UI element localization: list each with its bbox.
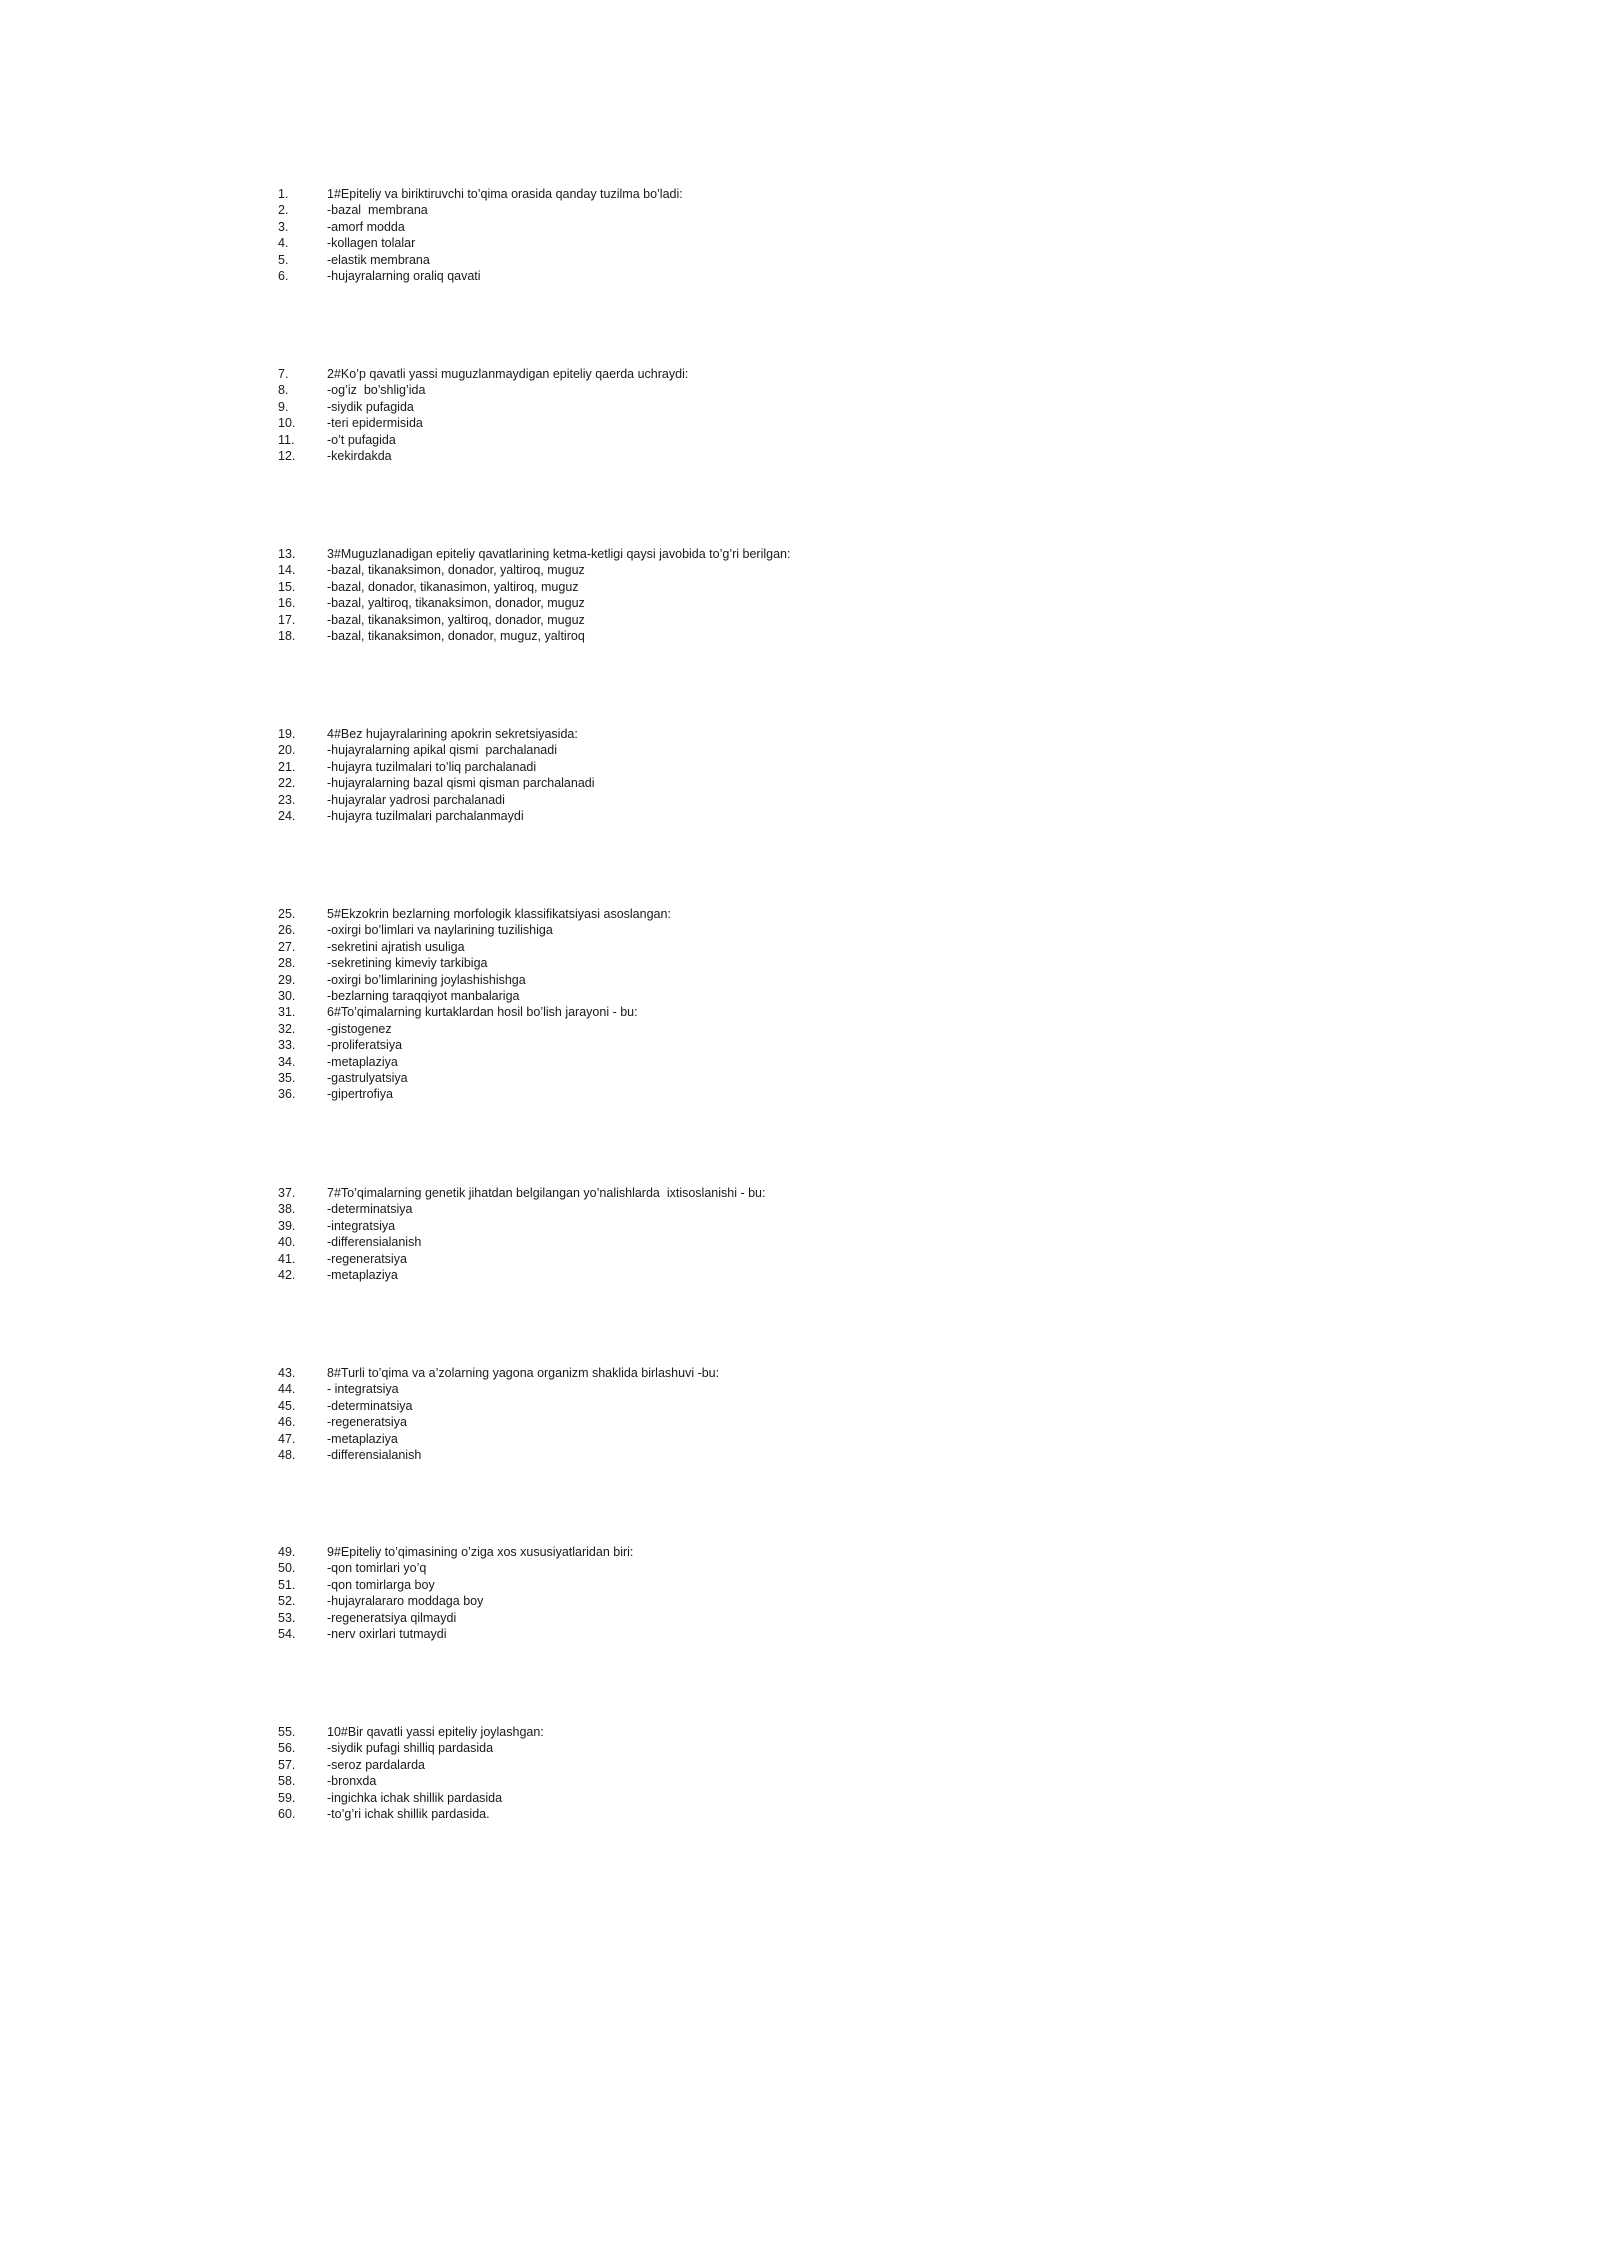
answer-option-text: -hujayralarning oraliq qavati (327, 268, 481, 283)
list-number: 20. (278, 743, 296, 758)
list-number: 55. (278, 1725, 296, 1739)
answer-option-text: -seroz pardalarda (327, 1757, 425, 1772)
answer-option-line (278, 628, 1378, 644)
list-number: 52. (278, 1594, 296, 1609)
list-number: 22. (278, 776, 296, 791)
answer-option-text: -ingichka ichak shillik pardasida (327, 1790, 503, 1805)
answer-option-line (278, 252, 1378, 268)
answer-option-line (278, 1806, 1378, 1822)
answer-option-text: -qon tomirlari yo’q (327, 1561, 427, 1576)
list-number: 5. (278, 252, 289, 267)
answer-option-line (278, 268, 1378, 284)
answer-option-text: -metaplaziya (327, 1054, 398, 1069)
question-line (278, 1544, 1378, 1560)
answer-option-line (278, 922, 1378, 938)
question-line (278, 1724, 1378, 1740)
answer-option-line (278, 1740, 1378, 1756)
answer-option-text: -og’iz bo’shlig’ida (327, 383, 426, 398)
answer-option-line (278, 1577, 1378, 1593)
answer-option-text: -differensialanish (327, 1235, 422, 1250)
answer-option-text: -oxirgi bo’limlarining joylashishishga (327, 972, 526, 987)
list-number: 18. (278, 628, 296, 643)
answer-option-line (278, 1201, 1378, 1217)
list-number: 30. (278, 988, 296, 1003)
answer-option-text: -bronxda (327, 1774, 377, 1789)
answer-option-line (278, 808, 1378, 824)
answer-option-line (278, 579, 1378, 595)
question-block-10 (278, 1724, 1378, 1822)
answer-option-line (278, 1790, 1378, 1806)
answer-option-line (278, 202, 1378, 218)
question-block-5 (278, 906, 1378, 1103)
list-number: 17. (278, 612, 296, 627)
answer-option-line (278, 759, 1378, 775)
answer-option-text: -proliferatsiya (327, 1038, 403, 1053)
answer-option-line (278, 775, 1378, 791)
list-number: 12. (278, 448, 296, 463)
answer-option-text: -regeneratsiya (327, 1415, 407, 1430)
question-block-2 (278, 366, 1378, 464)
list-number: 46. (278, 1415, 296, 1430)
answer-option-text: -sekretini ajratish usuliga (327, 939, 465, 954)
question-text: 6#To’qimalarning kurtaklardan hosil bo’lish jarayoni - bu: (327, 1005, 638, 1020)
answer-option-text: -gipertrofiya (327, 1087, 393, 1102)
answer-option-text: -bezlarning taraqqiyot manbalariga (327, 988, 520, 1003)
list-number: 49. (278, 1545, 296, 1559)
list-number: 44. (278, 1382, 296, 1397)
answer-option-line (278, 939, 1378, 955)
question-text: 3#Muguzlanadigan epiteliy qavatlarining ketma-ketligi qaysi javobida to’g’ri berilgan: (327, 547, 791, 561)
answer-option-text: -regeneratsiya qilmaydi (327, 1610, 457, 1625)
list-number: 15. (278, 579, 296, 594)
answer-option-text: -differensialanish (327, 1447, 422, 1462)
answer-option-line (278, 955, 1378, 971)
answer-option-line (278, 595, 1378, 611)
list-number: 1. (278, 187, 289, 201)
answer-option-text: -gastrulyatsiya (327, 1070, 408, 1085)
question-line (278, 546, 1378, 562)
answer-option-text: -bazal, tikanaksimon, donador, muguz, yaltiroq (327, 628, 585, 643)
list-number: 11. (278, 432, 295, 447)
list-number: 24. (278, 808, 296, 823)
list-number: 8. (278, 383, 289, 398)
answer-option-text: -siydik pufagida (327, 399, 414, 414)
answer-option-line (278, 1234, 1378, 1250)
question-block-7 (278, 1185, 1378, 1283)
question-text: 4#Bez hujayralarining apokrin sekretsiyasida: (327, 727, 578, 741)
list-number: 19. (278, 727, 296, 741)
answer-option-line (278, 988, 1378, 1004)
answer-option-line (278, 415, 1378, 431)
list-number: 23. (278, 792, 296, 807)
answer-option-line (278, 1757, 1378, 1773)
question-line (278, 1004, 1378, 1020)
answer-option-text: -bazal, donador, tikanasimon, yaltiroq, muguz (327, 579, 579, 594)
list-number: 59. (278, 1790, 296, 1805)
answer-option-text: -gistogenez (327, 1021, 392, 1036)
answer-option-text: -bazal membrana (327, 203, 428, 218)
question-block-1 (278, 186, 1378, 284)
list-number: 4. (278, 236, 289, 251)
question-text: 2#Ko’p qavatli yassi muguzlanmaydigan epiteliy qaerda uchraydi: (327, 367, 689, 381)
answer-option-text: -integratsiya (327, 1218, 396, 1233)
answer-option-line (278, 1251, 1378, 1267)
list-number: 6. (278, 268, 289, 283)
answer-option-text: -hujayra tuzilmalari to’liq parchalanadi (327, 759, 537, 774)
list-number: 31. (278, 1005, 296, 1020)
answer-option-text: -teri epidermisida (327, 416, 423, 431)
answer-option-line (278, 432, 1378, 448)
list-number: 14. (278, 563, 296, 578)
answer-option-text: -hujayra tuzilmalari parchalanmaydi (327, 808, 524, 823)
list-number: 45. (278, 1398, 296, 1413)
answer-option-line (278, 1037, 1378, 1053)
answer-option-line (278, 1414, 1378, 1430)
question-text: 5#Ekzokrin bezlarning morfologik klassifikatsiyasi asoslangan: (327, 907, 671, 921)
answer-option-text: -bazal, tikanaksimon, donador, yaltiroq, muguz (327, 563, 585, 578)
answer-option-text: -kollagen tolalar (327, 236, 416, 251)
answer-option-line (278, 742, 1378, 758)
list-number: 9. (278, 399, 289, 414)
answer-option-text: -qon tomirlarga boy (327, 1577, 435, 1592)
list-number: 33. (278, 1038, 296, 1053)
answer-option-line (278, 1381, 1378, 1397)
list-number: 25. (278, 907, 296, 921)
list-number: 28. (278, 956, 296, 971)
list-number: 42. (278, 1267, 296, 1282)
answer-option-line (278, 1593, 1378, 1609)
answer-option-line (278, 792, 1378, 808)
answer-option-text: -amorf modda (327, 219, 405, 234)
list-number: 54. (278, 1626, 296, 1641)
question-line (278, 1365, 1378, 1381)
answer-option-line (278, 1610, 1378, 1626)
answer-option-line (278, 235, 1378, 251)
answer-option-text: -oxirgi bo’limlari va naylarining tuzilishiga (327, 923, 553, 938)
answer-option-text: -bazal, tikanaksimon, yaltiroq, donador, muguz (327, 612, 585, 627)
list-number: 32. (278, 1021, 296, 1036)
list-number: 60. (278, 1806, 296, 1821)
question-text: 10#Bir qavatli yassi epiteliy joylashgan: (327, 1725, 544, 1739)
list-number: 48. (278, 1447, 296, 1462)
answer-option-text: -elastik membrana (327, 252, 430, 267)
answer-option-text: -determinatsiya (327, 1398, 413, 1413)
answer-option-text: -hujayralarning bazal qismi qisman parchalanadi (327, 776, 595, 791)
answer-option-line (278, 1267, 1378, 1283)
question-block-3 (278, 546, 1378, 644)
answer-option-line (278, 1447, 1378, 1463)
list-number: 38. (278, 1202, 296, 1217)
answer-option-text: -siydik pufagi shilliq pardasida (327, 1741, 494, 1756)
answer-option-text: -regeneratsiya (327, 1251, 407, 1266)
answer-option-line (278, 1218, 1378, 1234)
list-number: 41. (278, 1251, 296, 1266)
answer-option-line (278, 1560, 1378, 1576)
list-number: 3. (278, 219, 289, 234)
list-number: 13. (278, 547, 296, 561)
list-number: 56. (278, 1741, 296, 1756)
answer-option-text: -kekirdakda (327, 448, 392, 463)
list-number: 58. (278, 1774, 296, 1789)
list-number: 37. (278, 1186, 296, 1200)
answer-option-line (278, 448, 1378, 464)
list-number: 47. (278, 1431, 296, 1446)
answer-option-text: -bazal, yaltiroq, tikanaksimon, donador, muguz (327, 596, 585, 611)
answer-option-line (278, 1054, 1378, 1070)
answer-option-line (278, 1070, 1378, 1086)
answer-option-text: -hujayralarning apikal qismi parchalanadi (327, 743, 557, 758)
question-line (278, 366, 1378, 382)
answer-option-line (278, 1626, 1378, 1642)
list-number: 16. (278, 596, 296, 611)
answer-option-line (278, 1398, 1378, 1414)
list-number: 36. (278, 1087, 296, 1102)
answer-option-text: -hujayralar yadrosi parchalanadi (327, 792, 505, 807)
answer-option-text: -hujayralararo moddaga boy (327, 1594, 484, 1609)
question-text: 8#Turli to’qima va a’zolarning yagona organizm shaklida birlashuvi -bu: (327, 1366, 720, 1380)
answer-option-text: -metaplaziya (327, 1267, 398, 1282)
question-line (278, 906, 1378, 922)
list-number: 43. (278, 1366, 296, 1380)
answer-option-line (278, 1773, 1378, 1789)
list-number: 10. (278, 416, 296, 431)
answer-option-text: -nerv oxirlari tutmaydi (327, 1626, 447, 1641)
answer-option-line (278, 1431, 1378, 1447)
question-line (278, 186, 1378, 202)
question-block-9 (278, 1544, 1378, 1642)
answer-option-text: -o’t pufagida (327, 432, 396, 447)
list-number: 2. (278, 203, 289, 218)
list-number: 40. (278, 1235, 296, 1250)
list-number: 57. (278, 1757, 296, 1772)
list-number: 53. (278, 1610, 296, 1625)
answer-option-text: -sekretining kimeviy tarkibiga (327, 956, 488, 971)
answer-option-line (278, 1021, 1378, 1037)
answer-option-line (278, 399, 1378, 415)
answer-option-line (278, 562, 1378, 578)
list-number: 51. (278, 1577, 296, 1592)
question-line (278, 726, 1378, 742)
answer-option-line (278, 382, 1378, 398)
list-number: 35. (278, 1070, 296, 1085)
answer-option-text: -determinatsiya (327, 1202, 413, 1217)
list-number: 34. (278, 1054, 296, 1069)
answer-option-line (278, 612, 1378, 628)
question-line (278, 1185, 1378, 1201)
question-text: 7#To’qimalarning genetik jihatdan belgilangan yo’nalishlarda ixtisoslanishi - bu: (327, 1186, 766, 1200)
question-text: 9#Epiteliy to’qimasining o’ziga xos xususiyatlaridan biri: (327, 1545, 634, 1559)
question-block-8 (278, 1365, 1378, 1463)
answer-option-line (278, 1086, 1378, 1102)
question-text: 1#Epiteliy va biriktiruvchi to’qima orasida qanday tuzilma bo’ladi: (327, 187, 683, 201)
answer-option-text: -to’g’ri ichak shillik pardasida. (327, 1806, 490, 1821)
list-number: 7. (278, 367, 289, 381)
answer-option-line (278, 219, 1378, 235)
answer-option-text: -metaplaziya (327, 1431, 398, 1446)
list-number: 50. (278, 1561, 296, 1576)
question-block-4 (278, 726, 1378, 824)
answer-option-line (278, 972, 1378, 988)
list-number: 39. (278, 1218, 296, 1233)
list-number: 29. (278, 972, 296, 987)
list-number: 26. (278, 923, 296, 938)
list-number: 27. (278, 939, 296, 954)
list-number: 21. (278, 759, 296, 774)
answer-option-text: - integratsiya (327, 1382, 399, 1397)
